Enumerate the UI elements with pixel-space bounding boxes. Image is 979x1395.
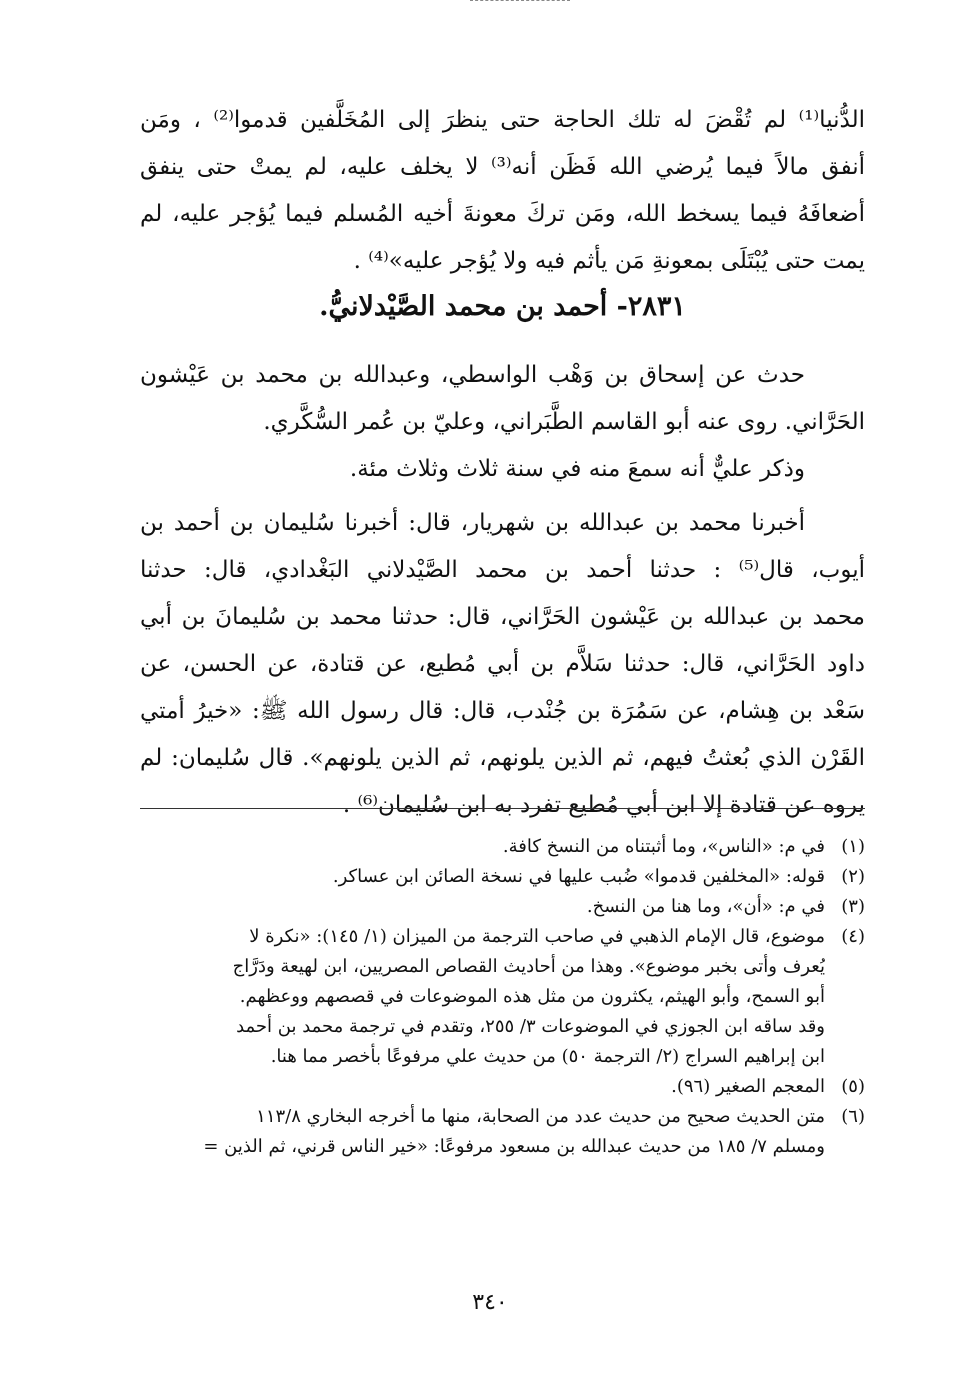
- footnote-line: وقد ساقه ابن الجوزي في الموضوعات ٣/ ٢٥٥، وتقدم في ترجمة محمد بن أحمد: [236, 1016, 825, 1037]
- text-line: القَرْن الذي بُعثتُ فيهم، ثم الذين يلونهم، ثم الذين يلونهم». قال سُليمان: لم: [140, 745, 865, 771]
- footnote: [130, 832, 865, 862]
- page-number: ٣٤٠: [472, 1290, 508, 1315]
- text-line: حدث عن إسحاق بن وَهْب الواسطي، وعبدالله بن محمد بن عَيْشون: [140, 362, 805, 388]
- footnote-line: متن الحديث صحيح من حديث عدد من الصحابة، منها ما أخرجه البخاري ١١٣/٨: [256, 1106, 825, 1127]
- text-line: الدُّنيا⁽¹⁾ لم تُقْضَ له تلك الحاجة حتى ينظرَ إلى المُخَلَّفين قدموا⁽²⁾ ، ومَن: [140, 107, 865, 133]
- footnotes: [130, 832, 865, 1162]
- text-line: أنفق مالاً فيما يُرضي الله فَظَن أنه⁽³⁾ لا يخلف عليه، لم يمتْ حتى ينفق: [140, 154, 865, 180]
- footnote-divider: [140, 808, 865, 809]
- text-line: يروه عن قتادة إلا ابن أبي مُطيع تفرد به ابن سُليمان⁽⁶⁾ .: [342, 792, 865, 818]
- footnote-line: في م: «الناس»، وما أثبتناه من النسخ كافة.: [502, 836, 825, 857]
- footnote-line: ومسلم ٧/ ١٨٥ من حديث عبدالله بن مسعود مرفوعًا: «خير الناس قرني، ثم الذين =: [203, 1136, 825, 1157]
- text-line: أخبرنا محمد بن عبدالله بن شهريار، قال: أخبرنا سُليمان بن أحمد بن: [140, 510, 805, 536]
- footnote-line: المعجم الصغير (٩٦).: [671, 1076, 825, 1097]
- footnote-line: أبو السمح، وأبو الهيثم، يكثرون من مثل هذه الموضوعات في قصصهم ووعظهم.: [239, 986, 825, 1007]
- text-line: الحَرَّاني. روى عنه أبو القاسم الطَّبَراني، وعليّ بن عُمر السُّكَّري.: [263, 409, 865, 435]
- footnote-number: (٥): [841, 1076, 865, 1097]
- footnote-number: (٢): [841, 866, 865, 887]
- footnote: [130, 922, 865, 1072]
- hadith-paragraph: [140, 500, 865, 829]
- footnote-line: موضوع، قال الإمام الذهبي في صاحب الترجمة من الميزان (١/ ١٤٥): «نكرة لا: [249, 926, 825, 947]
- footnote-line: يُعرف وأتى بخبر موضوع». وهذا من أحاديث القصاص المصريين، ابن لهيعة ودَرَّاج: [232, 956, 825, 977]
- intro-paragraph: [140, 97, 865, 285]
- footnote-number: (٦): [841, 1106, 865, 1127]
- text-line: يمت حتى يُبْتَلَى بمعونةِ مَن يأثم فيه ولا يُؤجر عليه»⁽⁴⁾ .: [353, 248, 865, 274]
- text-line: داود الحَرَّاني، قال: حدثنا سَلاَّم بن أبي مُطيع، عن قتادة، عن الحسن، عن: [140, 651, 865, 677]
- footnote-line: ابن إبراهيم السراج (٢/ الترجمة ٥٠) من حديث علي مرفوعًا بأخصر مما هنا.: [270, 1046, 825, 1067]
- footnote-number: (٤): [841, 926, 865, 947]
- bio-paragraph: [140, 352, 865, 493]
- text-line: محمد بن عبدالله بن عَيْشون الحَرَّاني، قال: حدثنا محمد بن سُليمانَ بن أبي: [140, 604, 865, 630]
- footnote: [130, 892, 865, 922]
- footnote-line: في م: «أن»، وما هنا من النسخ.: [586, 896, 825, 917]
- footnote-line: قوله: «المخلفين قدموا» ضُبب عليها في نسخة الصائن ابن عساكر.: [332, 866, 825, 887]
- footnote-number: (٣): [841, 896, 865, 917]
- footnote: [130, 862, 865, 892]
- text-line: أضعافَهُ فيما يسخط الله، ومَن تركَ معونةَ أخيه المُسلم فيما يُؤجر عليه، لم: [140, 201, 865, 227]
- entry-heading: ٢٨٣١- أحمد بن محمد الصَّيْدلانيُّ.: [319, 291, 686, 322]
- text-line: أيوب، قال⁽⁵⁾ : حدثنا أحمد بن محمد الصَّيْدلاني البَغْدادي، قال: حدثنا: [140, 557, 865, 583]
- text-line: وذكر عليٌّ أنه سمعَ منه في سنة ثلاث وثلاث مئة.: [349, 456, 805, 482]
- top-crop-mark: [470, 0, 570, 5]
- footnote: [130, 1072, 865, 1102]
- footnote-number: (١): [841, 836, 865, 857]
- text-line: سَعْد بن هِشام، عن سَمُرَة بن جُنْدب، قال: قال رسول الله ﷺ: «خيرُ أمتي: [140, 698, 865, 724]
- footnote: [130, 1102, 865, 1162]
